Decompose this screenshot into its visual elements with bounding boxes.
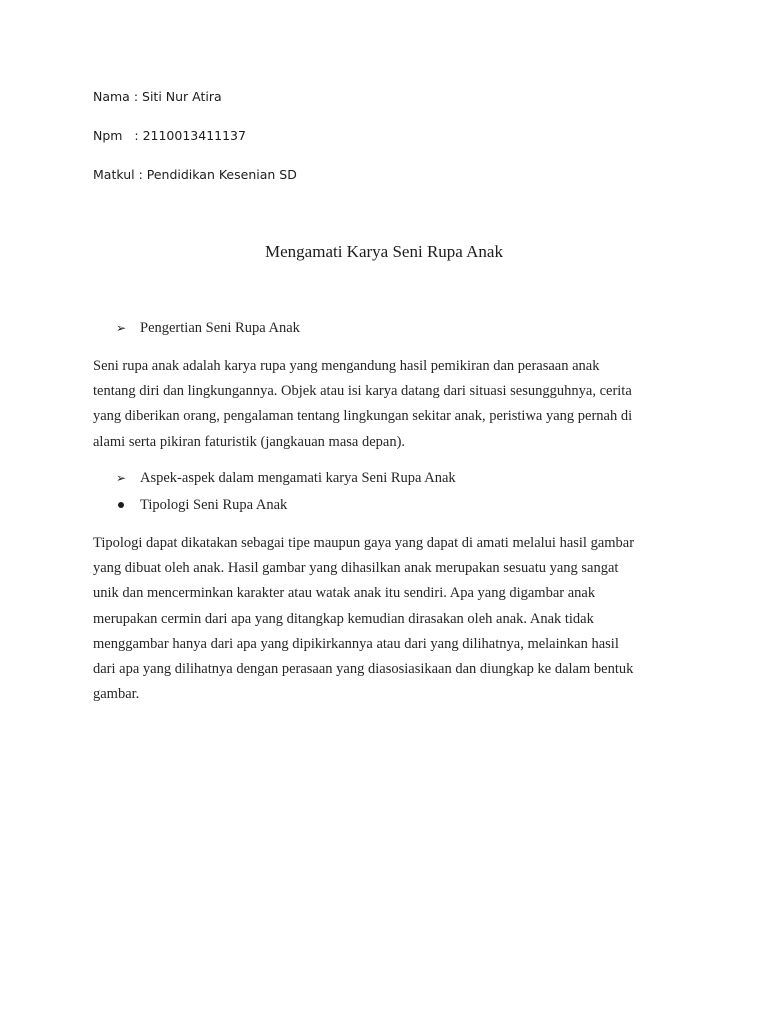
student-npm: Npm : 2110013411137 bbox=[93, 128, 246, 143]
paragraph-line: gambar. bbox=[93, 686, 140, 703]
paragraph-line: yang diberikan orang, pengalaman tentang lingkungan sekitar anak, peristiwa yang pernah di bbox=[93, 408, 633, 425]
student-name: Nama : Siti Nur Atira bbox=[93, 89, 222, 104]
bullet-item-tipologi bbox=[116, 496, 287, 514]
paragraph-line: alami serta pikiran faturistik (jangkauan masa depan). bbox=[93, 433, 406, 450]
paragraph-line: yang dibuat oleh anak. Hasil gambar yang dihasilkan anak merupakan sesuatu yang sangat bbox=[93, 560, 619, 577]
paragraph-line: merupakan cermin dari apa yang ditangkap kemudian dirasakan oleh anak. Anak tidak bbox=[93, 610, 594, 627]
bullet-item-pengertian bbox=[116, 319, 300, 337]
course-name: Matkul : Pendidikan Kesenian SD bbox=[93, 167, 297, 182]
bullet-label: Pengertian Seni Rupa Anak bbox=[140, 320, 300, 336]
paragraph-pengertian bbox=[93, 354, 683, 455]
bullet-label: Tipologi Seni Rupa Anak bbox=[140, 497, 288, 513]
paragraph-line: tentang diri dan lingkungannya. Objek atau isi karya datang dari situasi sesungguhnya, cerita bbox=[93, 383, 632, 400]
arrow-bullet-icon: ➢ bbox=[116, 321, 127, 335]
paragraph-line: unik dan mencerminkan karakter atau watak anak itu sendiri. Apa yang digambar anak bbox=[93, 585, 596, 602]
paragraph-line: Seni rupa anak adalah karya rupa yang mengandung hasil pemikiran dan perasaan anak bbox=[93, 358, 600, 374]
bullet-item-aspek bbox=[116, 469, 456, 487]
paragraph-tipologi bbox=[93, 531, 683, 707]
paragraph-line: Tipologi dapat dikatakan sebagai tipe maupun gaya yang dapat di amati melalui hasil gambar bbox=[93, 535, 635, 551]
arrow-bullet-icon: ➢ bbox=[116, 471, 127, 485]
dot-bullet-icon bbox=[116, 496, 140, 514]
bullet-label: Aspek-aspek dalam mengamati karya Seni Rupa Anak bbox=[140, 470, 456, 486]
paragraph-line: menggambar hanya dari apa yang dipikirkannya atau dari yang dilihatnya, melainkan hasil bbox=[93, 635, 619, 652]
paragraph-line: dari apa yang dilihatnya dengan perasaan yang diasosiasikaan dan diungkap ke dalam bentuk bbox=[93, 661, 634, 678]
document-title: Mengamati Karya Seni Rupa Anak bbox=[265, 242, 503, 261]
